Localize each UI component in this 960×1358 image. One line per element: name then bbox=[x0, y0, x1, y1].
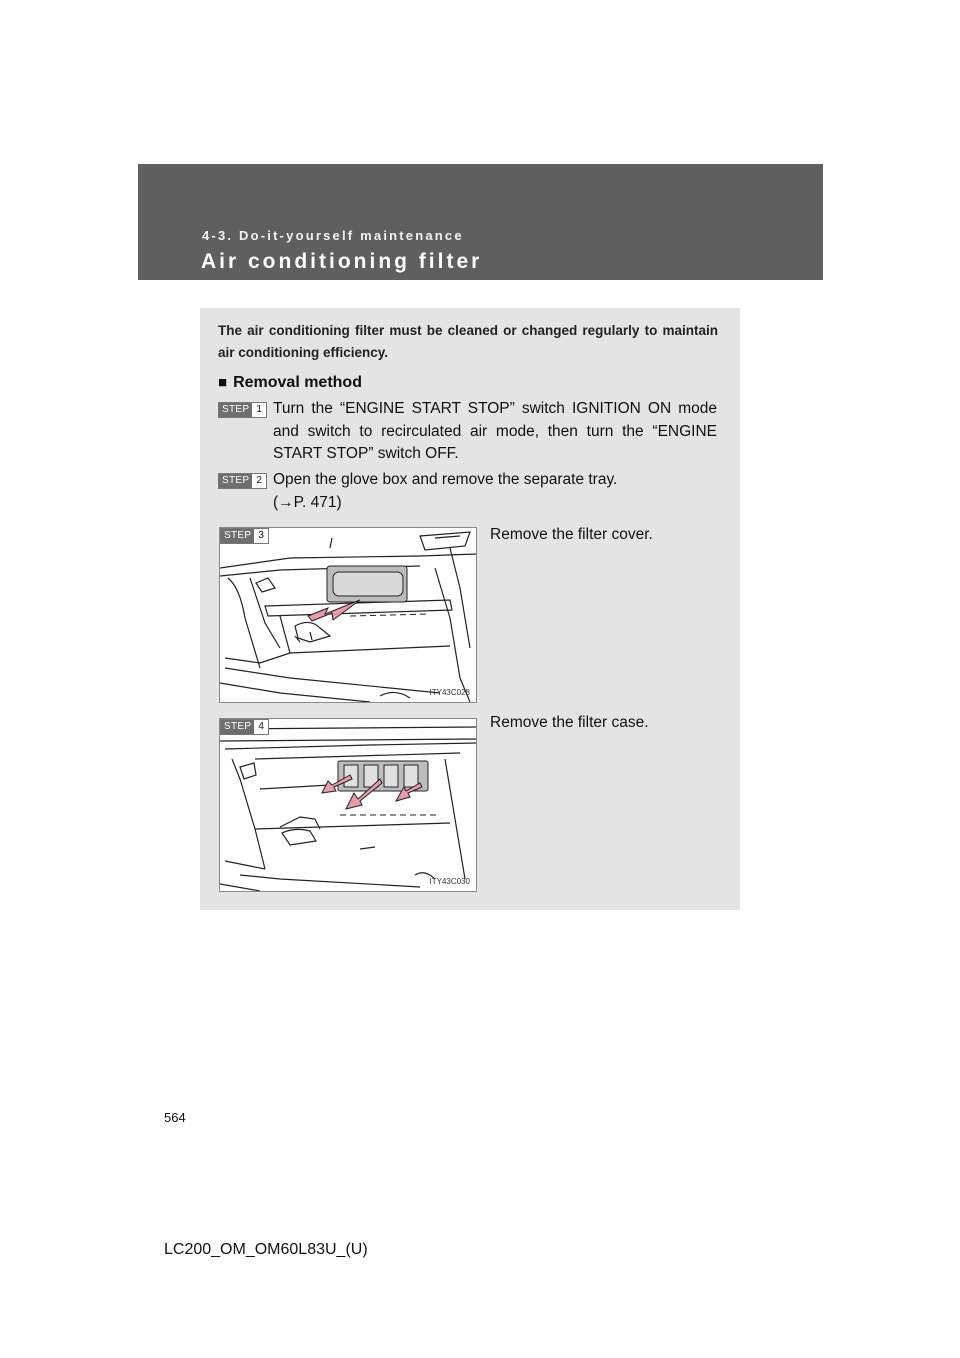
square-bullet-icon: ■ bbox=[218, 374, 228, 391]
subheading-text: Removal method bbox=[233, 374, 362, 391]
figure-filter-cover bbox=[219, 527, 477, 703]
section-header bbox=[138, 164, 823, 280]
step-1-text: Turn the “ENGINE START STOP” switch IGNITION ON mode and switch to recirculated air mode, then turn the “ENGINE START STOP” switch OFF. bbox=[273, 400, 717, 462]
step-number: 4 bbox=[258, 721, 264, 732]
content-panel bbox=[200, 308, 740, 910]
step-1-badge bbox=[218, 402, 267, 418]
step-4-badge bbox=[220, 719, 269, 735]
step-2-badge bbox=[218, 473, 267, 489]
subheading bbox=[218, 374, 362, 392]
step-4-text: Remove the filter case. bbox=[490, 714, 649, 731]
step-word: STEP bbox=[221, 720, 254, 734]
step-2-text bbox=[273, 469, 717, 514]
intro-text: The air conditioning filter must be cleaned or changed regularly to maintain air conditioning efficiency. bbox=[218, 323, 718, 360]
glove-box-illustration bbox=[220, 719, 476, 891]
step-word: STEP bbox=[219, 403, 252, 417]
step-3-badge bbox=[220, 528, 269, 544]
step-number: 3 bbox=[258, 530, 264, 541]
step-number: 1 bbox=[256, 404, 262, 415]
step-number: 2 bbox=[256, 475, 262, 486]
step-word: STEP bbox=[219, 474, 252, 488]
page-title: Air conditioning filter bbox=[201, 250, 483, 273]
document-id: LC200_OM_OM60L83U_(U) bbox=[164, 1241, 368, 1258]
page-number: 564 bbox=[164, 1110, 186, 1125]
figure-code: ITY43C030 bbox=[429, 877, 470, 886]
section-label: 4-3. Do-it-yourself maintenance bbox=[202, 228, 464, 243]
step-2-instruction: Open the glove box and remove the separate tray. bbox=[273, 471, 618, 488]
step-3-text: Remove the filter cover. bbox=[490, 526, 653, 543]
glove-box-illustration bbox=[220, 528, 476, 702]
step-word: STEP bbox=[221, 529, 254, 543]
figure-filter-case bbox=[219, 718, 477, 892]
figure-code: ITY43C028 bbox=[429, 688, 470, 697]
page-reference[interactable]: (→P. 471) bbox=[273, 493, 342, 511]
